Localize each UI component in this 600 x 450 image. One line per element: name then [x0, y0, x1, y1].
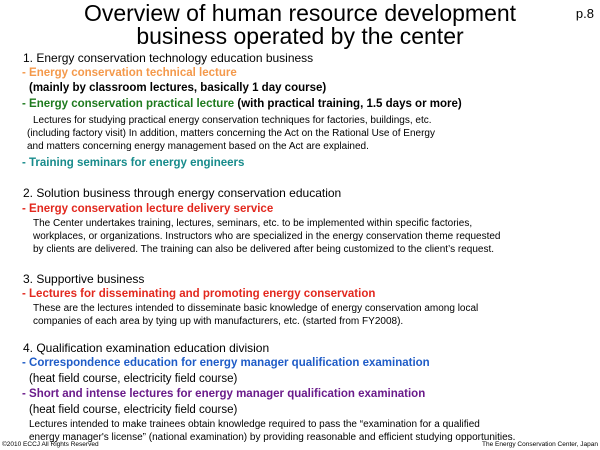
- section-1-item-practical-lecture: [22, 97, 462, 112]
- technical-lecture-note: (mainly by classroom lectures, basically 1 day course): [29, 82, 327, 94]
- footer-organization: The Energy Conservation Center, Japan: [482, 441, 598, 448]
- delivery-service-desc-1: The Center undertakes training, lectures, seminars, etc. to be implemented within specific factories,: [33, 218, 473, 229]
- bullet-marker: -: [22, 98, 30, 110]
- technical-lecture-title: Energy conservation technical lecture: [29, 67, 237, 79]
- bullet-marker: -: [22, 288, 30, 300]
- delivery-service-desc-3: by clients are delivered. The training can also be delivered after being customized to the client’s request.: [33, 244, 495, 255]
- slide-title-line-1: Overview of human resource development: [83, 0, 517, 26]
- intense-lectures-desc-1: Lectures intended to make trainees obtain knowledge required to pass the “examination for a qualified: [29, 419, 480, 430]
- section-2-heading: 2. Solution business through energy conservation education: [23, 186, 342, 200]
- footer-copyright: ©2010 ECCJ All Rights Reserved: [2, 441, 99, 448]
- dissemination-desc-1: These are the lectures intended to disseminate basic knowledge of energy conservation among local: [33, 303, 479, 314]
- delivery-service-title: Energy conservation lecture delivery service: [29, 203, 274, 215]
- dissemination-desc-2: companies of each area by tying up with manufacturers, etc. (started from FY2008).: [33, 316, 404, 327]
- intense-lectures-courses: (heat field course, electricity field course): [29, 404, 238, 416]
- section-1-heading: 1. Energy conservation technology education business: [23, 51, 314, 65]
- intense-lectures-desc-2: energy manager's license” (national examination) by providing reasonable and efficient studying opportunities.: [29, 432, 516, 443]
- page-number: p.8: [575, 6, 594, 21]
- bullet-marker: -: [22, 67, 30, 79]
- practical-lecture-title: Energy conservation practical lecture: [29, 98, 235, 110]
- bullet-marker: -: [22, 157, 30, 169]
- intense-lectures-title: Short and intense lectures for energy manager qualification examination: [29, 388, 426, 400]
- practical-lecture-desc-2: (including factory visit) In addition, matters concerning the Act on the Rational Use of Energy: [27, 128, 435, 139]
- section-1-item-training-seminars: [22, 156, 244, 171]
- section-4-heading: 4. Qualification examination education division: [23, 341, 270, 355]
- delivery-service-desc-2: workplaces, or organizations. Instructors who are specialized in the energy conservation theme requested: [33, 231, 501, 242]
- section-4-item-intense-lectures: [22, 387, 425, 402]
- practical-lecture-suffix: (with practical training, 1.5 days or more): [234, 98, 462, 110]
- section-3-heading: 3. Supportive business: [23, 272, 145, 286]
- practical-lecture-desc-3: and matters concerning energy management based on the Act are explained.: [27, 141, 369, 152]
- slide-title-line-2: business operated by the center: [136, 23, 464, 49]
- bullet-marker: -: [22, 388, 30, 400]
- correspondence-courses: (heat field course, electricity field course): [29, 373, 238, 385]
- correspondence-education-title: Correspondence education for energy manager qualification examination: [29, 357, 430, 369]
- section-1-item-technical-lecture: [22, 66, 237, 81]
- section-3-item-dissemination-lectures: [22, 287, 375, 302]
- section-4-item-correspondence-education: [22, 356, 430, 371]
- slide-title: [0, 2, 600, 48]
- section-2-item-delivery-service: [22, 202, 273, 217]
- bullet-marker: -: [22, 357, 30, 369]
- practical-lecture-desc-1: Lectures for studying practical energy conservation techniques for factories, buildings, etc.: [33, 115, 432, 126]
- training-seminars-title: Training seminars for energy engineers: [29, 157, 245, 169]
- dissemination-lectures-title: Lectures for disseminating and promoting energy conservation: [29, 288, 376, 300]
- bullet-marker: -: [22, 203, 30, 215]
